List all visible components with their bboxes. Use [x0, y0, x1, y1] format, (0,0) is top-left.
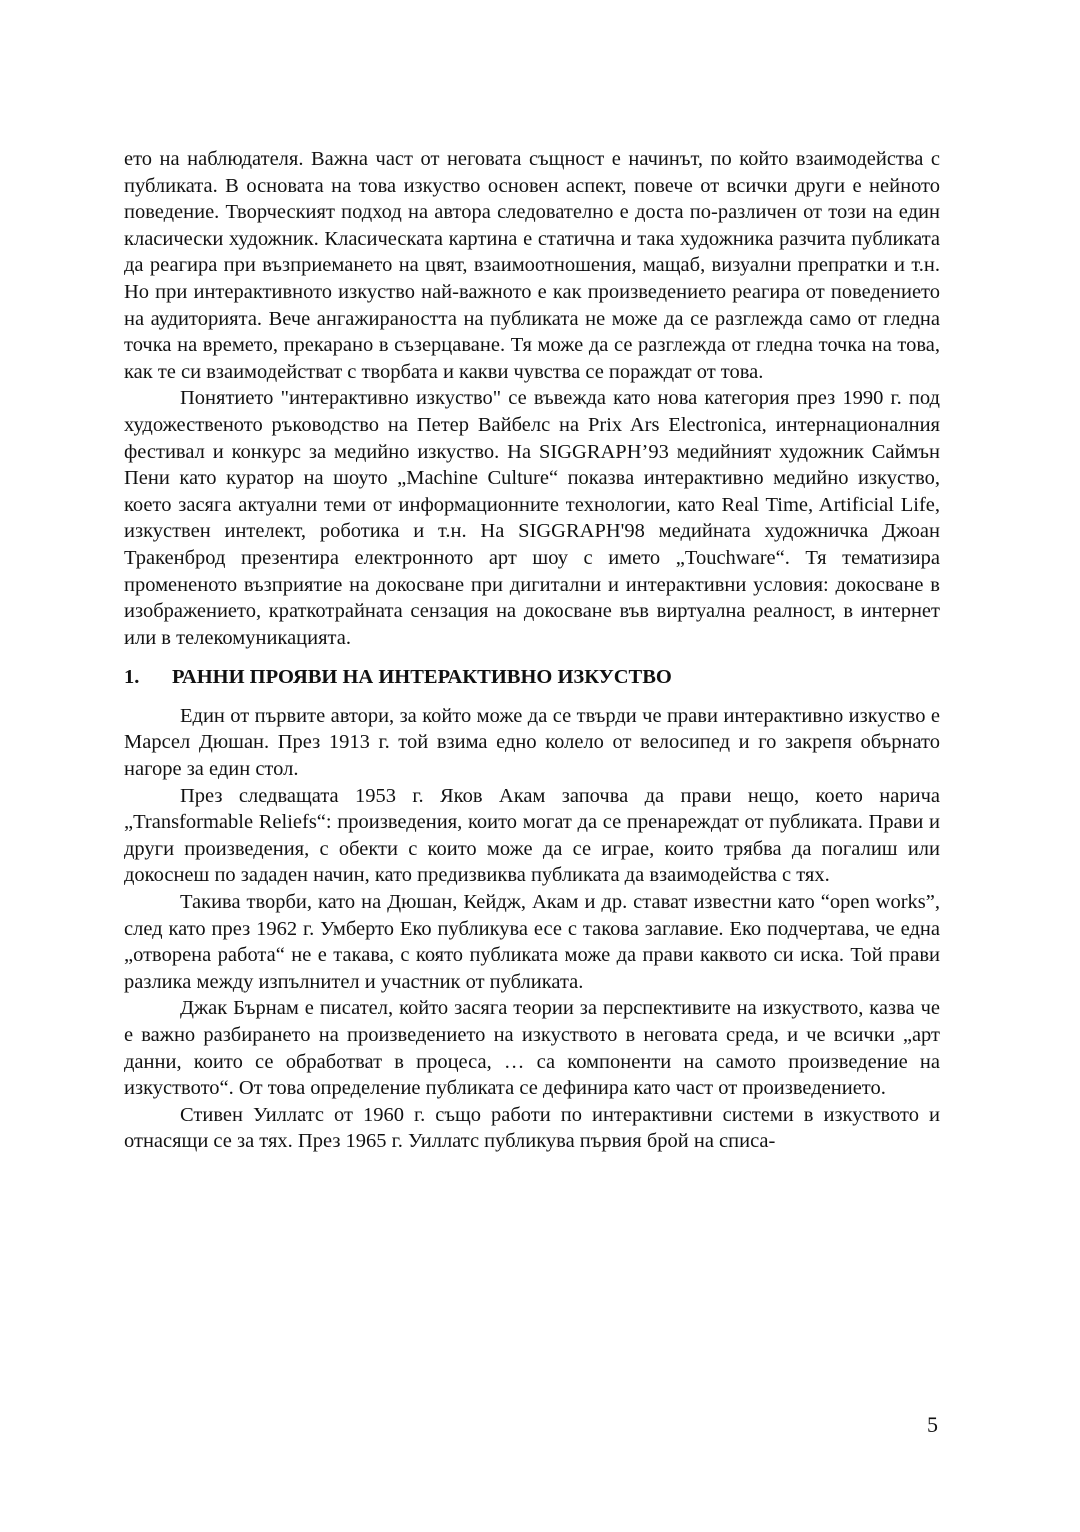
paragraph-duchamp: Един от първите автори, за който може да се твърди че прави интерактивно изкуство е Марсел Дюшан. През 1913 г. той взима едно колело от велосипед и го закрепя обърнато нагоре за един стол.: [124, 704, 940, 781]
page-body: [124, 146, 940, 1155]
paragraph-interactive-art-definition: Понятието "интерактивно изкуство" се въвежда като нова категория през 1990 г. под художественото ръководство на Петер Вайбелс на Prix Ars Electronica, интернационалния фестивал и конкурс за медийно изкуство. На SIGGRAPH’93 медийният художник Саймън Пени като куратор на шоуто „Machine Culture“ показва интерактивно медийно изкуство, което засяга актуални теми от информационните технологии, като Real Time, Artificial Life, изкуствен интелект, роботика и т.н. На SIGGRAPH'98 медийната художничка Джоан Тракенброд презентира електронното арт шоу с името „Touchware“. Тя тематизира промененото възприятие на докосване при дигитални и интерактивни условия: докосване в изображението, краткотрайната сензация на докосване във виртуална реалност, в интернет или в телекомуникацията.: [124, 387, 940, 649]
paragraph-continuation: ето на наблюдателя. Важна част от неговата същност е начинът, по който взаимодейства с публиката. В основата на това изкуство основен аспект, повече от всички други е нейното поведение. Творческият подход на автора следователно е доста по-различен от този на един класически художник. Класическата картина е статична и така художника разчита публиката да реагира при възприемането на цвят, взаимоотношения, мащаб, визуални препратки и т.н. Но при интерактивното изкуство най-важното е как произведението реагира от поведението на аудиторията. Вече ангажираността на публиката не може да се разглежда само от гледна точка на времето, прекарано в съзерцаване. Тя може да се разглежда от гледна точка на това, как те си взаимодействат с творбата и какви чувства се пораждат от това.: [124, 148, 940, 383]
paragraph-agam: През следващата 1953 г. Яков Акам започва да прави нещо, което нарича „Transformable Reliefs“: произведения, които могат да се пренареждат от публиката. Прави и други произведения, с обекти с които може да се играе, които трябва да погалиш или докоснеш по зададен начин, като предизвиква публиката да взаимодейства с тях.: [124, 784, 940, 887]
paragraph-willats: Стивен Уиллатс от 1960 г. също работи по интерактивни системи в изкуството и отнасящи се за тях. През 1965 г. Уиллатс публикува първия брой на списа-: [124, 1103, 940, 1153]
section-heading: [124, 664, 940, 691]
section-title: РАННИ ПРОЯВИ НА ИНТЕРАКТИВНО ИЗКУСТВО: [172, 666, 672, 689]
section-number: 1.: [124, 666, 140, 689]
page-number: 5: [927, 1412, 938, 1437]
paragraph-open-works: Такива творби, като на Дюшан, Кейдж, Акам и др. стават известни като “open works”, след като през 1962 г. Умберто Еко публикува есе с такова заглавие. Еко подчертава, че една „отворена работа“ не е такава, с която публиката може да прави каквото си иска. Той прави разлика между изпълнител и участник от публиката.: [124, 891, 940, 993]
paragraph-burnham: Джак Бърнам е писател, който засяга теории за перспективите на изкуството, казва че е важно разбирането на произведението на изкуството в неговата среда, и че всички „арт данни, които се обработват в процеса, … са компоненти на самото произведение на изкуството“. От това определение публиката се дефинира като част от произведението.: [124, 997, 940, 1100]
